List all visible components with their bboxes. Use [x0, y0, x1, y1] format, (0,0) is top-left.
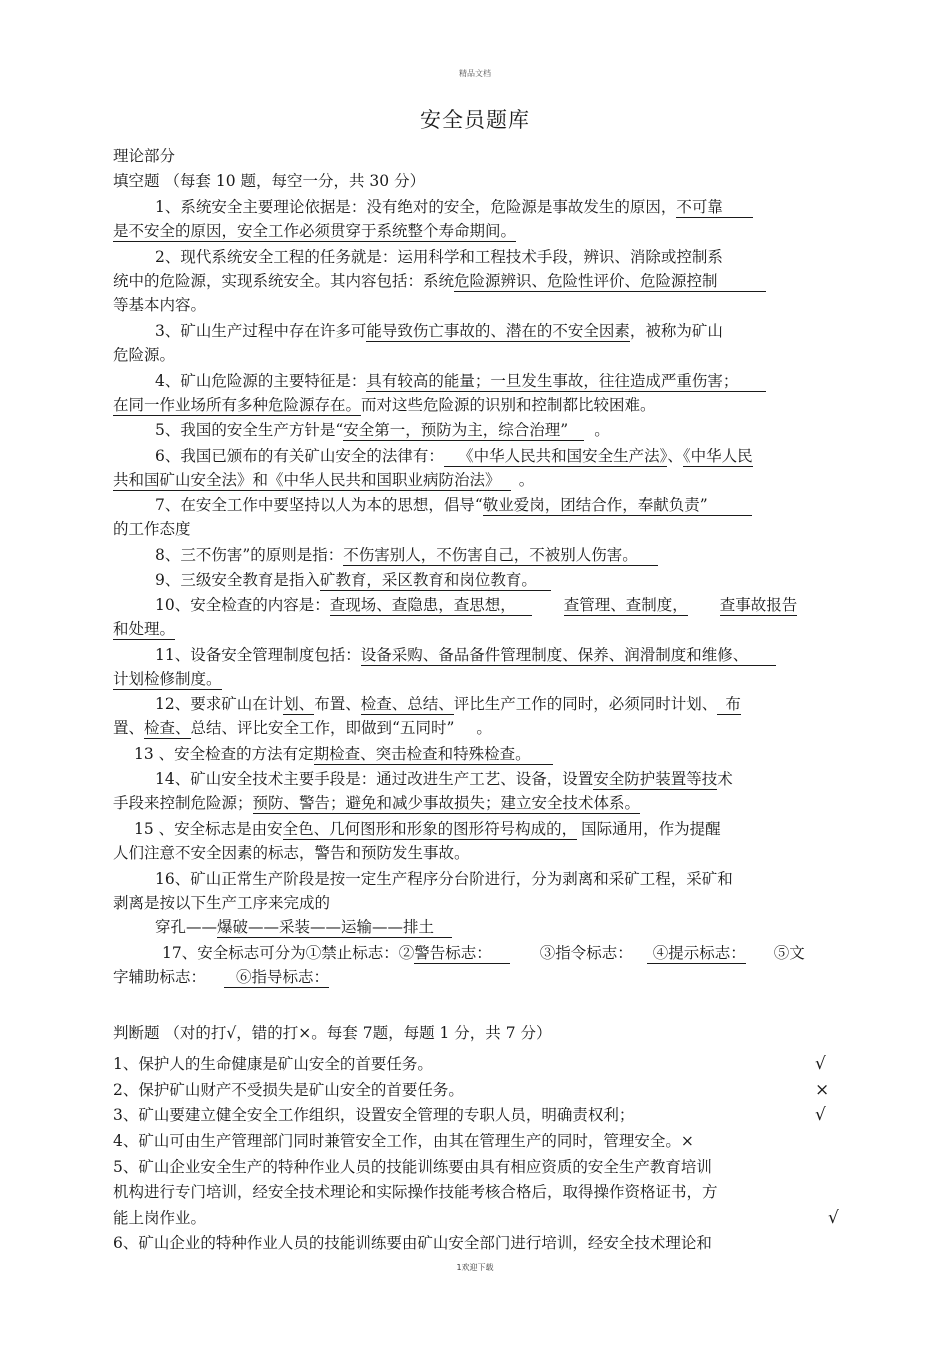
- q2-line2: 统中的危险源，实现系统安全。其内容包括：系统危险源辨识、危险性评价、危险源控制: [113, 271, 766, 291]
- q7-answer: 敬业爱岗，团结合作，奉献负责”: [483, 496, 752, 516]
- q17-line2: 字辅助标志： ⑥指导标志：: [113, 968, 330, 986]
- page-header: 精品文档: [459, 69, 491, 78]
- q1-line2: [113, 221, 516, 241]
- q1-answer-part2: 是不安全的原因，安全工作必须贯穿于系统整个寿命期间。: [113, 222, 517, 240]
- judge-item-4: 4、矿山可由生产管理部门同时兼管安全工作，由其在管理生产的同时，管理安全。×: [113, 1132, 694, 1150]
- q6-answer-part2: 《中华人民: [682, 447, 753, 465]
- q15-answer: 全色、几何图形和形象的图形符号构成的，: [282, 820, 578, 838]
- q13-line: 13 、安全检查的方法有定期检查、突击检查和特殊检查。: [134, 744, 553, 764]
- judge-item-2: 2、保护矿山财产不受损失是矿山安全的首要任务。: [113, 1081, 464, 1099]
- judge-mark-5: √: [828, 1208, 839, 1228]
- q16-line3: 穿孔——爆破——采装——运输——排土: [155, 917, 452, 937]
- q16-line1: 16、矿山正常生产阶段是按一定生产程序分台阶进行，分为剥离和采矿工程，采矿和: [155, 870, 733, 888]
- q3-line1: 3、矿山生产过程中存在许多可能导致伤亡事故的、潜在的不安全因素，被称为矿山: [155, 322, 723, 340]
- q11-line2: [113, 669, 222, 689]
- q17-answer-part3: ⑥指导标志：: [224, 968, 329, 988]
- q15-line1: 15 、安全标志是由安全色、几何图形和形象的图形符号构成的， 国际通用，作为提醒: [134, 820, 721, 838]
- judge-mark-3: √: [815, 1105, 826, 1125]
- judge-item-5-line2: 机构进行专门培训，经安全技术理论和实际操作技能考核合格后，取得操作资格证书，方: [113, 1183, 718, 1201]
- q1-answer-part1: 不可靠: [676, 198, 753, 218]
- page-title: 安全员题库: [420, 108, 530, 132]
- q5-answer: 安全第一，预防为主，综合治理”: [343, 421, 584, 441]
- q14-line2: 手段来控制危险源；预防、警告；避免和减少事故损失；建立安全技术体系。: [113, 794, 641, 812]
- q15-line2: 人们注意不安全因素的标志，警告和预防发生事故。: [113, 844, 470, 862]
- q2-line1: 2、现代系统安全工程的任务就是：运用科学和工程技术手段，辨识、消除或控制系: [155, 248, 723, 266]
- page-footer: 1欢迎下载: [456, 1263, 494, 1272]
- judge-mark-1: √: [815, 1054, 826, 1074]
- q6-answer-part3: 共和国矿山安全法》和《中华人民共和国职业病防治法》: [113, 471, 511, 491]
- judge-item-5-line3: 能上岗作业。: [113, 1209, 207, 1227]
- q7-line1: 7、在安全工作中要坚持以人为本的思想，倡导“敬业爱岗，团结合作，奉献负责”: [155, 495, 752, 515]
- q7-line2: 的工作态度: [113, 520, 191, 538]
- q9-line: 9、三级安全教育是指入矿教育，采区教育和岗位教育。: [155, 570, 551, 590]
- q17-answer-part1: 警告标志：: [414, 944, 510, 964]
- q11-answer-part1: 设备采购、备品备件管理制度、保养、润滑制度和维修、: [361, 646, 777, 666]
- q3-line2: 危险源。: [113, 346, 176, 364]
- q4-line1: 4、矿山危险源的主要特征是：具有较高的能量；一旦发生事故，往往造成严重伤害；: [155, 371, 766, 391]
- q8-answer: 不伤害别人，不伤害自己，不被别人伤害。: [343, 546, 658, 566]
- q12-line1: 12、要求矿山在计划、布置、检查、总结、评比生产工作的同时，必须同时计划、 布: [155, 695, 741, 713]
- q10-answer-part3: 查事故报告: [719, 596, 798, 614]
- q2-line3: 等基本内容。: [113, 296, 207, 314]
- q8-line: 8、三不伤害”的原则是指：不伤害别人，不伤害自己，不被别人伤害。: [155, 545, 658, 565]
- judge-heading: 判断题 （对的打√，错的打×。每套 7题，每题 1 分，共 7 分）: [113, 1024, 552, 1042]
- q4-answer-part1: 具有较高的能量；一旦发生事故，往往造成严重伤害；: [366, 372, 766, 392]
- judge-item-6: 6、矿山企业的特种作业人员的技能训练要由矿山安全部门进行培训，经安全技术理论和: [113, 1234, 712, 1252]
- q3-answer: 能导致伤亡事故的、潜在的不安全因素: [366, 322, 630, 340]
- judge-item-1: 1、保护人的生命健康是矿山安全的首要任务。: [113, 1055, 433, 1073]
- q9-answer: 矿教育，采区教育和岗位教育。: [320, 571, 551, 591]
- q17-line1: 17、安全标志可分为①禁止标志：②警告标志： ③指令标志： ④提示标志： ⑤文: [162, 944, 805, 962]
- q11-answer-part2: 计划检修制度。: [113, 670, 222, 688]
- judge-item-3: 3、矿山要建立健全安全工作组织，设置安全管理的专职人员，明确责权利；: [113, 1106, 635, 1124]
- q14-answer-part1: 安全防护装置等技: [593, 770, 718, 788]
- q12-line2: 置、检查、总结、评比安全工作，即做到“五同时” 。: [113, 719, 492, 737]
- q13-answer: 期检查、突击检查和特殊检查。: [314, 745, 553, 765]
- q4-answer-part2: 在同一作业场所有多种危险源存在。: [113, 396, 362, 414]
- q17-answer-part2: ④提示标志：: [647, 944, 746, 964]
- q5-line: 5、我国的安全生产方针是“安全第一，预防为主，综合治理” 。: [155, 421, 610, 439]
- q10-answer-part1: 查现场、查隐患，查思想，: [330, 596, 532, 616]
- q6-line1: 6、我国已颁布的有关矿山安全的法律有： 《中华人民共和国安全生产法》、《中华人民: [155, 447, 753, 465]
- q4-line2: 在同一作业场所有多种危险源存在。而对这些危险源的识别和控制都比较困难。: [113, 396, 656, 414]
- section-theory: 理论部分: [113, 147, 176, 165]
- q11-line1: 11、设备安全管理制度包括：设备采购、备品备件管理制度、保养、润滑制度和维修、: [155, 645, 776, 665]
- q6-answer-part1: 《中华人民共和国安全生产法》: [444, 447, 668, 467]
- q10-answer-part4: 和处理。: [113, 620, 176, 638]
- q10-answer-part2: 查管理、查制度，: [563, 596, 688, 614]
- q10-line1: 10、安全检查的内容是：查现场、查隐患，查思想， 查管理、查制度， 查事故报告: [155, 596, 798, 614]
- q10-line2: [113, 619, 175, 639]
- q1-line1: 1、系统安全主要理论依据是：没有绝对的安全，危险源是事故发生的原因，不可靠: [155, 197, 753, 217]
- q6-line2: 共和国矿山安全法》和《中华人民共和国职业病防治法》 。: [113, 471, 535, 489]
- fill-heading: 填空题 （每套 10 题，每空一分，共 30 分）: [113, 172, 426, 190]
- q16-line2: 剥离是按以下生产工序来完成的: [113, 894, 331, 912]
- q14-answer-part2: 预防、警告；避免和减少事故损失；建立安全技术体系。: [252, 794, 641, 812]
- judge-mark-2: ×: [815, 1080, 830, 1100]
- q2-answer: 危险源辨识、危险性评价、危险源控制: [454, 272, 766, 292]
- q14-line1: 14、矿山安全技术主要手段是：通过改进生产工艺、设备，设置安全防护装置等技术: [155, 770, 733, 788]
- q16-answer: 爆破——采装——运输——排土: [217, 918, 452, 938]
- judge-item-5-line1: 5、矿山企业安全生产的特种作业人员的技能训练要由具有相应资质的安全生产教育培训: [113, 1158, 712, 1176]
